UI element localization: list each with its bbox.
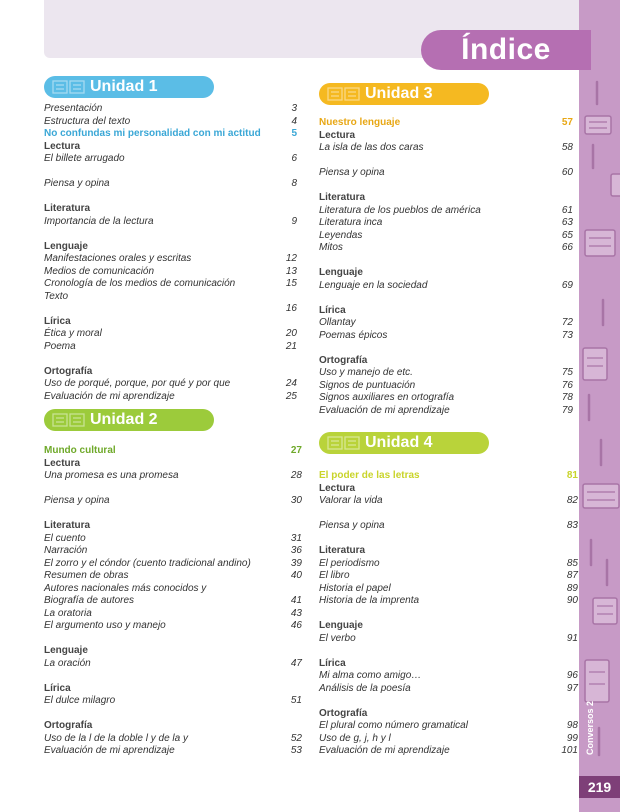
entry-title: Lenguaje xyxy=(44,240,88,252)
spacer xyxy=(319,155,573,168)
toc-entry xyxy=(44,583,302,596)
unit-1-entries xyxy=(44,103,297,403)
entry-title: Una promesa es una promesa xyxy=(44,470,179,481)
entry-title: El libro xyxy=(319,570,350,581)
spacer xyxy=(44,228,297,241)
entry-page: 60 xyxy=(561,167,573,178)
toc-entry xyxy=(319,405,573,418)
entry-title: Ortografía xyxy=(44,720,93,731)
toc-entry xyxy=(319,142,573,155)
entry-title: La isla de las dos caras xyxy=(319,142,424,153)
toc-entry xyxy=(44,128,297,141)
entry-page: 89 xyxy=(566,582,578,594)
entry-title: Ética y moral xyxy=(44,328,102,339)
page-title: Índice xyxy=(421,30,591,70)
toc-entry xyxy=(319,230,573,243)
unit-2-label: Unidad 2 xyxy=(90,411,158,428)
entry-page: 81 xyxy=(566,470,578,481)
entry-title: Signos auxiliares en ortografía xyxy=(319,392,455,403)
entry-title: Piensa y opina xyxy=(319,167,385,178)
entry-title: Cronología de los medios de comunicación xyxy=(44,278,236,289)
toc-entry xyxy=(319,167,573,180)
entry-title: Evaluación de mi aprendizaje xyxy=(319,404,450,416)
toc-entry xyxy=(319,570,578,583)
entry-page: 57 xyxy=(561,117,573,128)
entry-title: Lenguaje xyxy=(44,645,88,656)
toc-entry xyxy=(44,291,297,304)
entry-title: Poemas épicos xyxy=(319,329,388,341)
section-heading xyxy=(44,720,302,733)
entry-title: Lírica xyxy=(319,304,346,316)
toc-entry xyxy=(319,495,578,508)
toc-entry xyxy=(44,391,297,404)
entry-page: 72 xyxy=(561,317,573,328)
entry-page: 21 xyxy=(285,340,297,352)
spacer xyxy=(319,645,578,658)
entry-page: 9 xyxy=(291,215,297,227)
page-number: 219 xyxy=(579,776,620,798)
entry-title: Biografía de autores xyxy=(44,595,135,606)
section-heading xyxy=(319,708,578,721)
entry-page: 101 xyxy=(561,745,578,756)
section-heading xyxy=(44,203,297,216)
section-heading xyxy=(319,658,578,671)
entry-page: 52 xyxy=(290,732,302,744)
entry-title: El periodismo xyxy=(319,557,380,569)
toc-entry xyxy=(319,117,573,130)
section-heading xyxy=(319,267,573,280)
toc-entry xyxy=(319,380,573,393)
toc-entry xyxy=(44,103,297,116)
entry-page: 96 xyxy=(566,670,578,681)
entry-page: 63 xyxy=(561,217,573,228)
toc-entry xyxy=(44,328,297,341)
toc-entry xyxy=(44,266,297,279)
entry-title: Autores nacionales más conocidos y xyxy=(44,582,207,594)
toc-entry xyxy=(44,745,302,758)
entry-page: 79 xyxy=(561,404,573,416)
entry-title: Ortografía xyxy=(319,354,368,366)
entry-title: La oratoria xyxy=(44,607,92,619)
spacer xyxy=(44,483,302,496)
books-icon xyxy=(327,434,361,452)
entry-page: 87 xyxy=(566,570,578,581)
spacer xyxy=(319,292,573,305)
entry-title: Uso de porqué, porque, por qué y por que xyxy=(44,378,231,389)
section-heading xyxy=(319,355,573,368)
entry-title: Piensa y opina xyxy=(44,178,110,189)
entry-page: 12 xyxy=(285,253,297,264)
section-heading xyxy=(44,645,302,658)
toc-entry xyxy=(319,633,578,646)
entry-page: 4 xyxy=(291,115,297,127)
toc-entry xyxy=(44,278,297,291)
toc-entry xyxy=(319,683,578,696)
entry-page: 43 xyxy=(290,607,302,619)
toc-entry xyxy=(44,153,297,166)
entry-title: El argumento uso y manejo xyxy=(44,620,166,631)
spacer xyxy=(319,608,578,621)
books-icon xyxy=(327,85,361,103)
spacer xyxy=(319,255,573,268)
entry-title: Manifestaciones orales y escritas xyxy=(44,253,192,264)
toc-entry xyxy=(44,116,297,129)
entry-page: 25 xyxy=(285,390,297,402)
entry-page: 41 xyxy=(290,595,302,606)
toc-entry xyxy=(319,317,573,330)
toc-entry xyxy=(44,378,297,391)
toc-entry xyxy=(319,745,578,758)
toc-entry xyxy=(319,583,578,596)
entry-page: 91 xyxy=(566,632,578,644)
entry-title: El dulce milagro xyxy=(44,695,116,706)
entry-page: 3 xyxy=(291,103,297,114)
entry-page: 31 xyxy=(290,532,302,544)
toc-entry xyxy=(44,470,302,483)
entry-title: Uso de la l de la doble l y de la y xyxy=(44,732,188,744)
entry-page: 53 xyxy=(290,745,302,756)
entry-page: 13 xyxy=(285,265,297,277)
unit-2-heading xyxy=(44,409,214,431)
entry-page: 83 xyxy=(566,520,578,531)
toc-entry xyxy=(44,545,302,558)
toc-entry xyxy=(44,341,297,354)
entry-title: Ortografía xyxy=(319,707,368,719)
toc-entry xyxy=(44,658,302,671)
entry-title: Medios de comunicación xyxy=(44,265,155,277)
entry-title: Nuestro lenguaje xyxy=(319,117,401,128)
entry-title: Literatura xyxy=(319,545,366,556)
entry-title: Leyendas xyxy=(319,229,363,241)
toc-entry xyxy=(44,620,302,633)
entry-page: 51 xyxy=(290,695,302,706)
entry-title: Mi alma como amigo… xyxy=(319,670,422,681)
entry-page: 24 xyxy=(285,378,297,389)
entry-title: Historia de la imprenta xyxy=(319,595,420,606)
entry-page: 5 xyxy=(291,128,297,139)
toc-entry xyxy=(319,392,573,405)
toc-entry xyxy=(319,280,573,293)
entry-title: Signos de puntuación xyxy=(319,379,416,391)
entry-page: 36 xyxy=(290,545,302,556)
toc-entry xyxy=(44,495,302,508)
spacer xyxy=(319,508,578,521)
entry-title: Evaluación de mi aprendizaje xyxy=(44,390,175,402)
spacer xyxy=(44,508,302,521)
section-heading xyxy=(44,366,297,379)
toc-entry xyxy=(319,217,573,230)
toc-entry xyxy=(44,216,297,229)
section-heading xyxy=(44,458,302,471)
entry-title: Mitos xyxy=(319,242,343,253)
unit-1-label: Unidad 1 xyxy=(90,78,158,95)
toc-entry xyxy=(319,558,578,571)
toc-entry xyxy=(319,720,578,733)
entry-title: Texto xyxy=(44,290,69,302)
unit-4-label: Unidad 4 xyxy=(365,434,433,451)
spacer xyxy=(319,695,578,708)
toc-entry xyxy=(319,595,578,608)
section-heading xyxy=(319,130,573,143)
entry-page: 99 xyxy=(566,732,578,744)
entry-page: 6 xyxy=(291,153,297,164)
entry-title: El cuento xyxy=(44,532,86,544)
toc-entry xyxy=(44,570,302,583)
entry-title: Literatura de los pueblos de américa xyxy=(319,204,481,216)
entry-title: Uso de g, j, h y l xyxy=(319,732,391,744)
toc-entry xyxy=(319,205,573,218)
entry-title: Uso y manejo de etc. xyxy=(319,367,413,378)
entry-title: Lectura xyxy=(44,457,81,469)
toc-entry xyxy=(319,520,578,533)
spacer xyxy=(44,670,302,683)
section-heading xyxy=(44,683,302,696)
section-heading xyxy=(319,305,573,318)
entry-title: La oración xyxy=(44,657,91,669)
entry-title: Ollantay xyxy=(319,317,356,328)
entry-title: Lectura xyxy=(319,482,356,494)
toc-entry xyxy=(44,533,302,546)
entry-title: Lenguaje xyxy=(319,267,363,278)
unit-4-heading xyxy=(319,432,489,454)
section-heading xyxy=(319,545,578,558)
section-heading xyxy=(319,483,578,496)
entry-page: 65 xyxy=(561,229,573,241)
entry-title: Evaluación de mi aprendizaje xyxy=(319,745,450,756)
toc-entry xyxy=(319,670,578,683)
toc-entry xyxy=(319,367,573,380)
entry-page: 73 xyxy=(561,329,573,341)
entry-page: 58 xyxy=(561,142,573,153)
entry-page: 78 xyxy=(561,392,573,403)
entry-page: 75 xyxy=(561,367,573,378)
toc-entry xyxy=(44,303,297,316)
entry-title: El poder de las letras xyxy=(319,470,420,481)
entry-title: Resumen de obras xyxy=(44,570,129,581)
unit-3-heading xyxy=(319,83,489,105)
section-heading xyxy=(319,620,578,633)
spacer xyxy=(44,353,297,366)
entry-title: Lírica xyxy=(319,657,346,669)
entry-page: 47 xyxy=(290,657,302,669)
entry-title: Estructura del texto xyxy=(44,115,131,127)
entry-title: Piensa y opina xyxy=(319,520,385,531)
entry-page: 69 xyxy=(561,279,573,291)
toc-entry xyxy=(44,558,302,571)
entry-page: 27 xyxy=(290,445,302,456)
spacer xyxy=(44,166,297,179)
toc-entry xyxy=(319,733,578,746)
entry-title: Piensa y opina xyxy=(44,495,110,506)
section-heading xyxy=(319,192,573,205)
entry-page: 39 xyxy=(290,557,302,569)
entry-page: 76 xyxy=(561,379,573,391)
entry-page: 20 xyxy=(285,328,297,339)
entry-title: Evaluación de mi aprendizaje xyxy=(44,745,175,756)
spacer xyxy=(44,633,302,646)
entry-page: 82 xyxy=(566,495,578,506)
section-heading xyxy=(44,520,302,533)
entry-page: 40 xyxy=(290,570,302,581)
spacer xyxy=(44,191,297,204)
entry-title: Historia el papel xyxy=(319,582,391,594)
entry-title: El zorro y el cóndor (cuento tradicional andino) xyxy=(44,557,251,569)
entry-title: Lenguaje xyxy=(319,620,363,631)
entry-page: 90 xyxy=(566,595,578,606)
toc-entry xyxy=(44,595,302,608)
entry-title: Importancia de la lectura xyxy=(44,215,154,227)
unit-3-entries xyxy=(319,117,573,417)
section-heading xyxy=(44,241,297,254)
entry-title: Lenguaje en la sociedad xyxy=(319,279,428,291)
entry-title: Lírica xyxy=(44,682,71,694)
entry-title: No confundas mi personalidad con mi actitud xyxy=(44,128,261,139)
spacer xyxy=(319,180,573,193)
spacer xyxy=(319,533,578,546)
entry-title: Ortografía xyxy=(44,365,93,377)
unit-2-entries xyxy=(44,445,302,758)
entry-page: 15 xyxy=(285,278,297,289)
entry-page: 28 xyxy=(290,470,302,481)
entry-title: Literatura xyxy=(319,192,366,203)
entry-title: Valorar la vida xyxy=(319,495,383,506)
books-icon xyxy=(52,78,86,96)
toc-entry xyxy=(44,695,302,708)
entry-page: 30 xyxy=(290,495,302,506)
toc-entry xyxy=(44,253,297,266)
toc-entry xyxy=(319,470,578,483)
entry-title: El billete arrugado xyxy=(44,153,125,164)
section-heading xyxy=(44,316,297,329)
entry-page: 8 xyxy=(291,178,297,189)
toc-entry xyxy=(44,445,302,458)
toc-entry xyxy=(44,733,302,746)
toc-entry xyxy=(44,608,302,621)
toc-entry xyxy=(319,242,573,255)
book-title-vertical: Conversos 2 xyxy=(585,700,595,756)
entry-title: Lírica xyxy=(44,315,71,327)
entry-page: 85 xyxy=(566,557,578,569)
toc-entry xyxy=(44,178,297,191)
entry-title: Lectura xyxy=(319,129,356,141)
section-heading xyxy=(44,141,297,154)
entry-page: 98 xyxy=(566,720,578,731)
spacer xyxy=(44,708,302,721)
toc-entry xyxy=(319,330,573,343)
entry-title: El verbo xyxy=(319,632,356,644)
entry-title: El plural como número gramatical xyxy=(319,720,468,731)
entry-title: Presentación xyxy=(44,103,103,114)
entry-title: Literatura xyxy=(44,203,91,214)
entry-page: 97 xyxy=(566,682,578,694)
entry-title: Poema xyxy=(44,340,76,352)
entry-title: Narración xyxy=(44,545,88,556)
entry-title: Análisis de la poesía xyxy=(319,682,411,694)
entry-page: 16 xyxy=(285,303,297,314)
entry-title: Lectura xyxy=(44,140,81,152)
entry-title: Mundo cultural xyxy=(44,445,116,456)
unit-1-heading xyxy=(44,76,214,98)
unit-4-entries xyxy=(319,470,578,758)
spacer xyxy=(319,342,573,355)
books-icon xyxy=(52,411,86,429)
entry-page: 46 xyxy=(290,620,302,631)
entry-page: 61 xyxy=(561,204,573,216)
unit-3-label: Unidad 3 xyxy=(365,85,433,102)
entry-page: 66 xyxy=(561,242,573,253)
entry-title: Literatura inca xyxy=(319,217,383,228)
entry-title: Literatura xyxy=(44,520,91,531)
